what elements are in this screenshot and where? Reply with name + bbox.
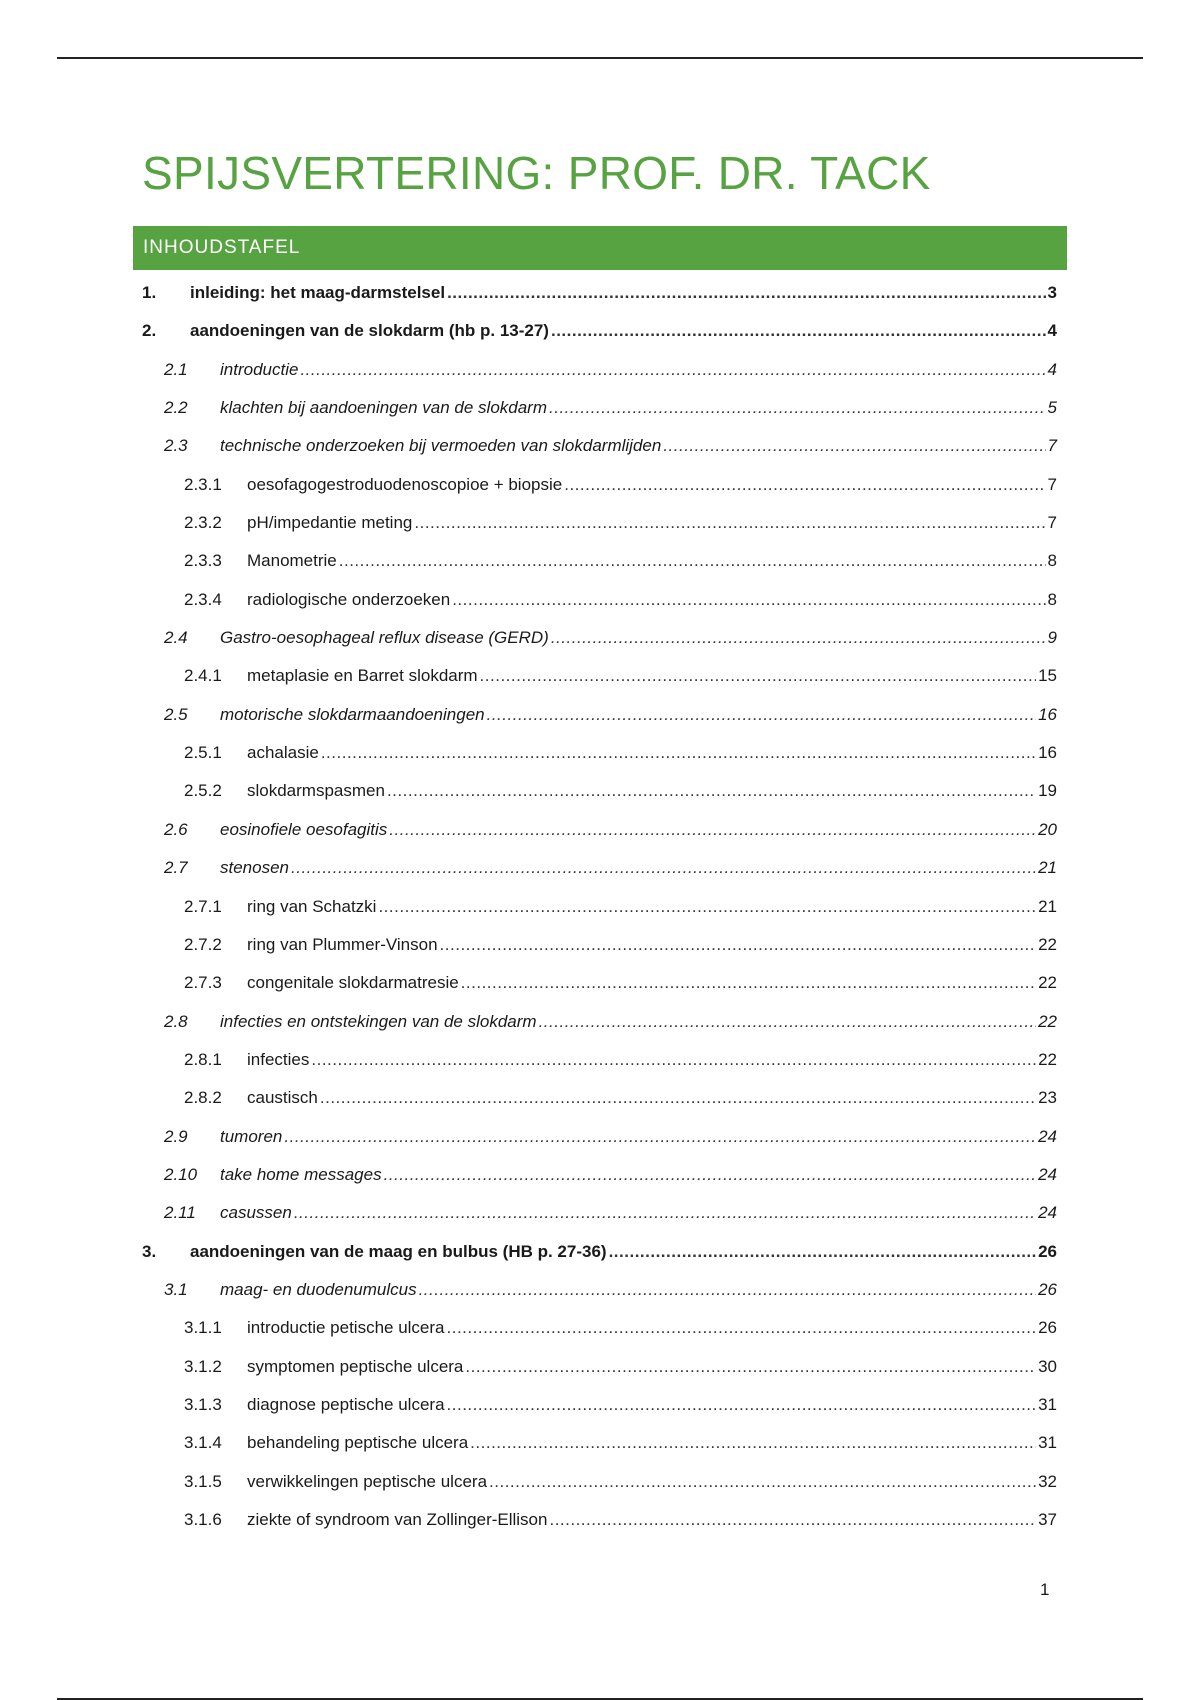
toc-entry-title[interactable]: inleiding: het maag-darmstelsel	[190, 283, 446, 302]
toc-entry[interactable]	[142, 504, 1057, 542]
toc-entry-page: 26	[1038, 1279, 1057, 1299]
toc-entry-number: 3.	[142, 1241, 157, 1261]
toc-dot-leader	[300, 351, 1045, 389]
toc-entry-number: 2.5	[164, 704, 188, 724]
toc-dot-leader	[339, 542, 1046, 580]
toc-dot-leader	[387, 772, 1036, 810]
toc-dot-leader	[564, 466, 1045, 504]
toc-entry-number: 3.1.5	[184, 1471, 222, 1491]
toc-entry[interactable]	[142, 1271, 1057, 1309]
toc-entry-number: 2.6	[164, 819, 188, 839]
toc-entry-title[interactable]: introductie	[220, 359, 299, 379]
toc-entry[interactable]	[142, 542, 1057, 580]
toc-dot-leader	[609, 1233, 1037, 1271]
toc-entry-number: 2.4	[164, 628, 188, 648]
toc-entry-title[interactable]: diagnose peptische ulcera	[247, 1394, 445, 1414]
toc-entry-page: 19	[1038, 781, 1057, 801]
toc-entry-number: 3.1.1	[184, 1318, 222, 1338]
toc-entry-number: 3.1.4	[184, 1433, 222, 1453]
toc-entry[interactable]	[142, 1386, 1057, 1424]
toc-entry-title[interactable]: oesofagogestroduodenoscopioe + biopsie	[247, 474, 563, 494]
toc-entry-title[interactable]: klachten bij aandoeningen van de slokdarm	[220, 398, 548, 418]
toc-dot-leader	[378, 888, 1036, 926]
toc-entry-page: 21	[1038, 858, 1057, 878]
toc-entry-page: 16	[1038, 704, 1057, 724]
toc-entry-page: 22	[1038, 1049, 1057, 1069]
toc-entry[interactable]	[142, 581, 1057, 619]
toc-entry[interactable]	[142, 1156, 1057, 1194]
toc-entry[interactable]	[142, 1233, 1057, 1271]
toc-entry-number: 2.7.2	[184, 934, 222, 954]
toc-entry-number: 2.11	[164, 1203, 196, 1223]
toc-entry[interactable]	[142, 657, 1057, 695]
toc-entry-page: 16	[1038, 743, 1057, 763]
toc-dot-leader	[311, 1041, 1036, 1079]
toc-entry-title[interactable]: eosinofiele oesofagitis	[220, 819, 388, 839]
toc-entry-title[interactable]: ring van Schatzki	[247, 896, 377, 916]
toc-entry-number: 2.3	[164, 436, 188, 456]
page-number: 1	[1040, 1580, 1050, 1599]
toc-entry-page: 24	[1038, 1203, 1057, 1223]
toc-entry-page: 30	[1038, 1356, 1057, 1376]
toc-entry[interactable]	[142, 466, 1057, 504]
toc-entry-number: 2.3.1	[184, 474, 222, 494]
toc-entry-number: 2.9	[164, 1126, 188, 1146]
toc-dot-leader	[321, 734, 1036, 772]
toc-entry-number: 2.8	[164, 1011, 188, 1031]
toc-entry-title[interactable]: pH/impedantie meting	[247, 513, 413, 533]
toc-entry-title[interactable]: casussen	[220, 1203, 292, 1223]
toc-entry-title[interactable]: symptomen peptische ulcera	[247, 1356, 464, 1376]
toc-entry-number: 2.7.1	[184, 896, 222, 916]
toc-dot-leader	[447, 274, 1045, 312]
toc-entry-title[interactable]: stenosen	[220, 858, 289, 878]
toc-dot-leader	[549, 1501, 1036, 1539]
toc-entry[interactable]	[142, 811, 1057, 849]
toc-entry-title[interactable]: slokdarmspasmen	[247, 781, 385, 801]
toc-entry[interactable]	[142, 1309, 1057, 1347]
toc-entry-title[interactable]: tumoren	[220, 1126, 283, 1146]
toc-entry[interactable]	[142, 734, 1057, 772]
toc-entry-number: 3.1.6	[184, 1510, 222, 1529]
toc-dot-leader	[447, 1309, 1037, 1347]
toc-entry[interactable]	[142, 1501, 1057, 1539]
header-rule	[57, 57, 1143, 59]
toc-entry-number: 2.2	[164, 398, 188, 418]
document-title: SPIJSVERTERING: PROF. DR. TACK	[142, 147, 931, 199]
toc-entry-title[interactable]: ziekte of syndroom van Zollinger-Ellison	[247, 1510, 548, 1529]
toc-entry-title[interactable]: introductie petische ulcera	[247, 1318, 445, 1338]
toc-dot-leader	[419, 1271, 1037, 1309]
toc-entry[interactable]	[142, 964, 1057, 1002]
toc-entry-page: 7	[1047, 436, 1057, 456]
toc-entry-page: 7	[1047, 474, 1057, 494]
toc-entry-number: 2.	[142, 321, 157, 341]
toc-entry-title[interactable]: infecties en ontstekingen van de slokdarm	[220, 1011, 537, 1031]
toc-entry-number: 2.4.1	[184, 666, 222, 686]
toc-dot-leader	[452, 581, 1045, 619]
toc-entry-number: 2.10	[164, 1164, 198, 1184]
toc-entry-number: 2.3.4	[184, 589, 222, 609]
toc-entry-page: 26	[1038, 1318, 1057, 1338]
toc-entry-title[interactable]: motorische slokdarmaandoeningen	[220, 704, 485, 724]
toc-dot-leader	[384, 1156, 1036, 1194]
toc-entry-title[interactable]: maag- en duodenumulcus	[220, 1279, 417, 1299]
toc-entry[interactable]	[142, 1079, 1057, 1117]
toc-entry[interactable]	[142, 427, 1057, 465]
toc-entry[interactable]	[142, 351, 1057, 389]
toc-dot-leader	[284, 1118, 1036, 1156]
toc-dot-leader	[551, 619, 1046, 657]
toc-entry-number: 1.	[142, 283, 157, 302]
toc-entry-number: 2.8.2	[184, 1088, 222, 1108]
toc-entry-page: 24	[1038, 1126, 1057, 1146]
toc-dot-leader	[414, 504, 1045, 542]
toc-dot-leader	[539, 1003, 1037, 1041]
toc-entry[interactable]	[142, 1463, 1057, 1501]
toc-entry-page: 4	[1047, 359, 1057, 379]
toc-entry-number: 2.1	[164, 359, 188, 379]
toc-entry-title[interactable]: aandoeningen van de slokdarm (hb p. 13-27)	[190, 321, 549, 341]
toc-entry-title[interactable]: technische onderzoeken bij vermoeden van slokdarmlijden	[220, 436, 662, 456]
toc-entry-number: 2.8.1	[184, 1049, 222, 1069]
toc-dot-leader	[487, 696, 1036, 734]
toc-entry[interactable]	[142, 888, 1057, 926]
toc-entry[interactable]	[142, 312, 1057, 350]
toc-entry-number: 2.3.2	[184, 513, 222, 533]
toc-entry-title[interactable]: caustisch	[247, 1088, 318, 1108]
toc-entry[interactable]	[142, 1424, 1057, 1462]
toc-dot-leader	[470, 1424, 1036, 1462]
toc-dot-leader	[291, 849, 1036, 887]
toc-entry-page: 21	[1038, 896, 1057, 916]
toc-entry[interactable]	[142, 1003, 1057, 1041]
toc-dot-leader	[320, 1079, 1036, 1117]
toc-entry-number: 2.5.2	[184, 781, 222, 801]
toc-dot-leader	[294, 1194, 1036, 1232]
toc-entry-page: 9	[1047, 628, 1057, 648]
toc-entry-title[interactable]: verwikkelingen peptische ulcera	[247, 1471, 488, 1491]
toc-entry-number: 3.1	[164, 1279, 188, 1299]
toc-entry-title[interactable]: metaplasie en Barret slokdarm	[247, 666, 478, 686]
toc-entry-page: 22	[1038, 1011, 1057, 1031]
toc-entry-page: 7	[1047, 513, 1057, 533]
toc-heading: INHOUDSTAFEL	[133, 226, 1067, 270]
toc-dot-leader	[663, 427, 1045, 465]
toc-entry-page: 5	[1047, 398, 1057, 418]
toc-dot-leader	[465, 1348, 1036, 1386]
toc-dot-leader	[389, 811, 1036, 849]
toc-entry-title[interactable]: Gastro-oesophageal reflux disease (GERD)	[220, 628, 549, 648]
toc-entry[interactable]	[142, 696, 1057, 734]
toc-entry-page: 31	[1038, 1433, 1057, 1453]
toc-entry-page: 26	[1038, 1241, 1057, 1261]
toc-entry-title[interactable]: achalasie	[247, 743, 319, 763]
toc-entry-title[interactable]: infecties	[247, 1049, 310, 1069]
toc-entry-title[interactable]: congenitale slokdarmatresie	[247, 973, 459, 993]
toc-entry[interactable]	[142, 849, 1057, 887]
toc-entry-page: 32	[1038, 1471, 1057, 1491]
toc-entry[interactable]	[142, 1118, 1057, 1156]
toc-entry-number: 2.7	[164, 858, 188, 878]
toc-entry[interactable]	[142, 1348, 1057, 1386]
toc-entry-title[interactable]: ring van Plummer-Vinson	[247, 934, 438, 954]
toc-dot-leader	[440, 926, 1037, 964]
toc-dot-leader	[489, 1463, 1036, 1501]
toc-entry-number: 2.7.3	[184, 973, 222, 993]
toc-dot-leader	[447, 1386, 1037, 1424]
toc-entry-number: 3.1.2	[184, 1356, 222, 1376]
toc-dot-leader	[549, 389, 1046, 427]
toc-entry-title[interactable]: behandeling peptische ulcera	[247, 1433, 469, 1453]
toc-dot-leader	[480, 657, 1037, 695]
toc-entry[interactable]	[142, 619, 1057, 657]
toc-entry[interactable]	[142, 772, 1057, 810]
toc-entry[interactable]	[142, 274, 1057, 312]
toc-dot-leader	[461, 964, 1036, 1002]
toc-entry-page: 22	[1038, 973, 1057, 993]
toc-entry-number: 3.1.3	[184, 1394, 222, 1414]
toc-entry-title[interactable]: aandoeningen van de maag en bulbus (HB p. 27-36)	[190, 1241, 607, 1261]
toc-entry-page: 23	[1038, 1088, 1057, 1108]
toc-entry-page: 8	[1047, 551, 1057, 571]
toc-entry-number: 2.5.1	[184, 743, 222, 763]
toc-entry-title[interactable]: radiologische onderzoeken	[247, 589, 451, 609]
toc-entry[interactable]	[142, 926, 1057, 964]
toc-entry-number: 2.3.3	[184, 551, 222, 571]
toc-entry-page: 3	[1047, 283, 1057, 302]
toc-entry-page: 22	[1038, 934, 1057, 954]
toc-entry[interactable]	[142, 389, 1057, 427]
toc-entry-title[interactable]: take home messages	[220, 1164, 382, 1184]
toc-entry-page: 20	[1038, 819, 1057, 839]
toc-entry-page: 4	[1047, 321, 1057, 341]
toc-entry[interactable]	[142, 1194, 1057, 1232]
toc-entry-page: 37	[1038, 1510, 1057, 1529]
toc-entry-page: 15	[1038, 666, 1057, 686]
table-of-contents	[142, 274, 1057, 1539]
toc-entry-page: 24	[1038, 1164, 1057, 1184]
toc-entry-page: 31	[1038, 1394, 1057, 1414]
toc-entry-title[interactable]: Manometrie	[247, 551, 337, 571]
toc-entry[interactable]	[142, 1041, 1057, 1079]
toc-entry-page: 8	[1047, 589, 1057, 609]
toc-dot-leader	[551, 312, 1046, 350]
